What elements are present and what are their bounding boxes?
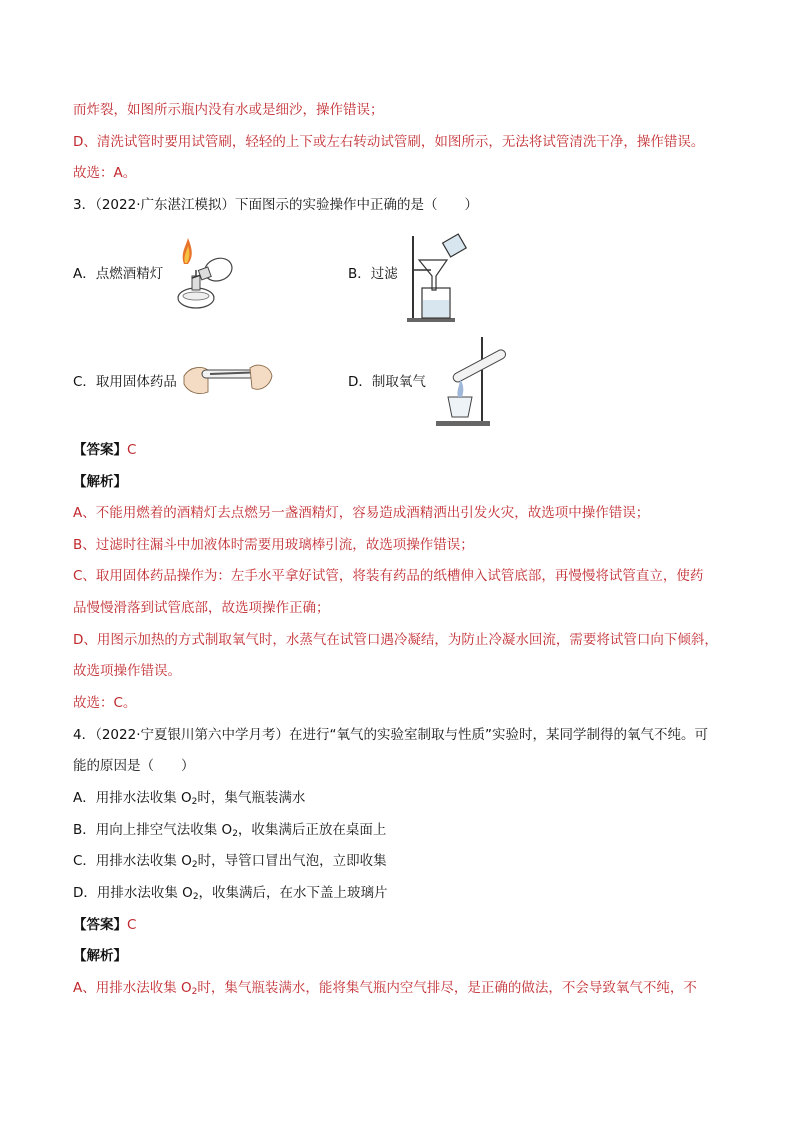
- q4-option-b-text: B．用向上排空气法收集 O: [73, 822, 233, 838]
- prev-solution-line-3: 故选：A。: [73, 165, 137, 181]
- q3-option-d: D．制取氧气: [348, 374, 426, 390]
- q4-option-d: [73, 883, 388, 907]
- q3-option-b: B．过滤: [348, 266, 398, 282]
- q4-option-d-sub: 2: [192, 892, 199, 902]
- q4-option-a-text-2: 时，集气瓶装满水: [197, 790, 306, 806]
- q4-analysis-label: 【解析】: [73, 948, 127, 964]
- solid-reagent-figure: [180, 352, 275, 400]
- answer-label: 【答案】: [73, 917, 127, 933]
- q4-option-c-sub: 2: [191, 860, 198, 870]
- q3-analysis-a: A、不能用燃着的酒精灯去点燃另一盏酒精灯，容易造成酒精洒出引发火灾，故选项中操作错误；: [73, 505, 650, 521]
- q3-answer: [73, 440, 136, 460]
- question-4-stem-1: 4．（2022·宁夏银川第六中学月考）在进行“氧气的实验室制取与性质”实验时，某同学制得的氧气不纯。可: [73, 727, 708, 743]
- q3-analysis-d-2: 故选项操作错误。: [73, 663, 181, 679]
- q4-option-d-text: D．用排水法收集 O: [73, 885, 193, 901]
- alcohol-lamp-ignition-figure: [162, 234, 242, 316]
- filtration-figure: [405, 232, 475, 324]
- q3-option-a: A．点燃酒精灯: [73, 266, 164, 282]
- q4-option-b: [73, 820, 386, 844]
- q4-option-b-text-2: ，收集满后正放在桌面上: [237, 822, 387, 838]
- q4-answer: [73, 915, 136, 935]
- q4-analysis-a: [73, 978, 697, 1002]
- q4-analysis-a-text: A、用排水法收集 O: [73, 980, 192, 996]
- q4-option-c-text: C．用排水法收集 O: [73, 853, 192, 869]
- q3-option-c: C．取用固体药品: [73, 374, 177, 390]
- q4-analysis-a-sub: 2: [191, 987, 198, 997]
- prev-solution-line-1: 而炸裂，如图所示瓶内没有水或是细沙，操作错误；: [73, 102, 384, 118]
- question-4-stem-2: 能的原因是（ ）: [73, 758, 195, 774]
- oxygen-generation-figure: [432, 333, 522, 429]
- q4-analysis-a-text-2: 时，集气瓶装满水，能将集气瓶内空气排尽，是正确的做法，不会导致氧气不纯，不: [197, 980, 697, 996]
- answer-value: C: [127, 917, 137, 933]
- prev-solution-line-2: D、清洗试管时要用试管刷，轻轻的上下或左右转动试管刷，如图所示，无法将试管清洗干净，操作错误。: [73, 134, 705, 150]
- q4-option-a-text: A．用排水法收集 O: [73, 790, 192, 806]
- q4-option-a: [73, 788, 305, 812]
- q3-conclusion: 故选：C。: [73, 695, 137, 711]
- q3-analysis-label: 【解析】: [73, 474, 127, 490]
- question-3-stem: 3．（2022·广东湛江模拟）下面图示的实验操作中正确的是（ ）: [73, 197, 478, 213]
- q4-option-d-text-2: ，收集满后，在水下盖上玻璃片: [198, 885, 388, 901]
- q4-option-b-sub: 2: [232, 829, 238, 839]
- q4-option-a-sub: 2: [191, 797, 198, 807]
- q4-option-c: [73, 851, 387, 875]
- q4-option-c-text-2: 时，导管口冒出气泡，立即收集: [197, 853, 387, 869]
- answer-value: C: [127, 442, 137, 458]
- q3-analysis-c-1: C、取用固体药品操作为：左手水平拿好试管，将装有药品的纸槽伸入试管底部，再慢慢将试管直立，使药: [73, 568, 704, 584]
- q3-analysis-c-2: 品慢慢滑落到试管底部，故选项操作正确；: [73, 600, 330, 616]
- q3-analysis-d-1: D、用图示加热的方式制取氧气时，水蒸气在试管口遇冷凝结，为防止冷凝水回流，需要将试管口向下倾斜，: [73, 632, 718, 648]
- q3-analysis-b: B、过滤时往漏斗中加液体时需要用玻璃棒引流，故选项操作错误；: [73, 537, 474, 553]
- answer-label: 【答案】: [73, 442, 127, 458]
